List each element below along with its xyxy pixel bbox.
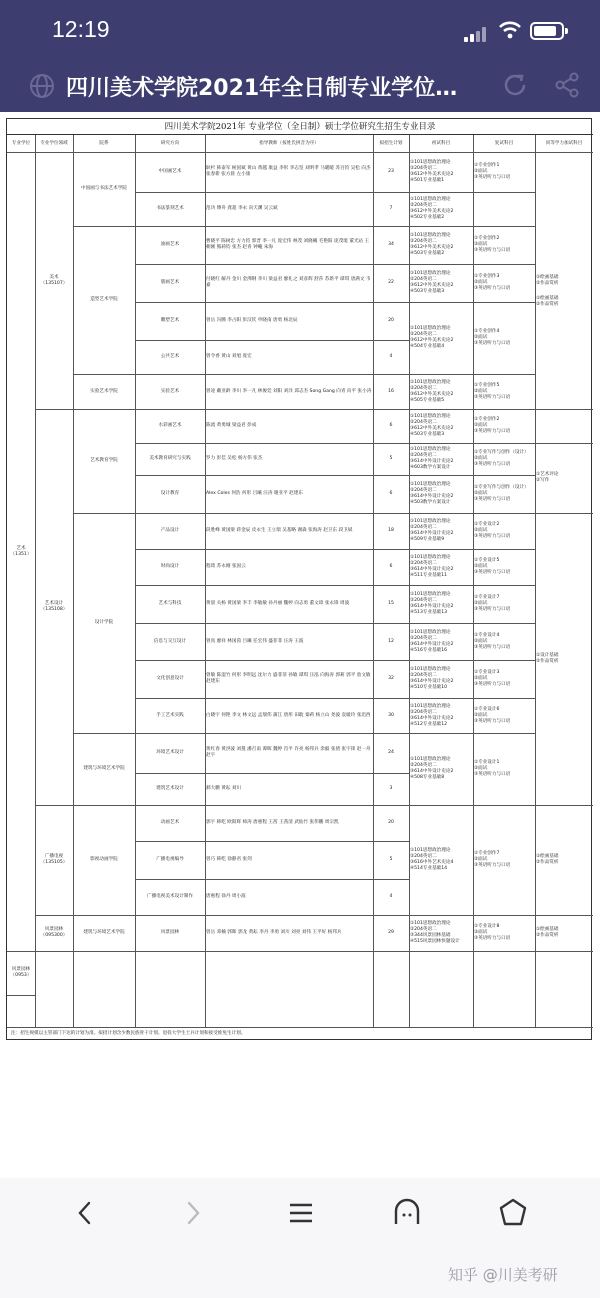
clock: 12:19 — [52, 16, 110, 42]
retest-cell: ①专业创作4 ②面试 ③英语听力与口语 — [474, 329, 511, 346]
tutors-cell: 白晓宇 何艳 李文 林文远 孟瑞伟 蒲江 唐彤 田耽 秦莉 杨立山 尧波 袁媛玲 张迅西 — [206, 712, 371, 718]
dept-cell: 实验艺术学院 — [90, 388, 118, 394]
plan-cell: 3 — [389, 786, 393, 791]
extra-cell: ①绘画基础 ②作品赏析 — [536, 854, 559, 865]
retest-cell: ①专业设计2 ②面试 ③英语听力与口语 — [474, 522, 511, 539]
dept-cell: 造型艺术学院 — [90, 297, 118, 302]
retest-cell: ①专业创作7 ②面试 ③英语听力与口语 — [474, 851, 511, 868]
globe-icon — [28, 72, 56, 100]
exam-cell: ①101思想政治理论 ②204英语二 ③614中外设计史论2 ④510专业基础10 — [410, 667, 454, 690]
extra-cell: ①绘画基础 ②作品赏析 — [536, 296, 559, 307]
exam-cell: ①101思想政治理论 ②204英语二 ③614中外设计史论2 ④511专业基础11 — [410, 555, 454, 578]
column-header: 院系 — [99, 140, 109, 146]
direction-cell: 公共艺术 — [160, 354, 180, 359]
grid-line — [135, 951, 409, 952]
share-icon[interactable] — [552, 70, 582, 100]
battery-icon — [530, 22, 564, 40]
back-icon[interactable] — [68, 1196, 102, 1230]
column-header: 同等学力加试科目 — [545, 140, 583, 146]
status-bar — [0, 0, 600, 62]
signal-icon — [464, 26, 490, 42]
retest-cell: ①专业创作3 ②面试 ③英语听力与口语 — [474, 274, 511, 291]
dept-cell: 建筑与环境艺术学院 — [83, 930, 125, 935]
degree-cell: 风景园林 （0953） — [10, 967, 32, 978]
tutors-cell: 范功 傅舟 龚超 李永 向天渊 吴云斌 — [206, 206, 278, 211]
plan-cell: 7 — [389, 206, 393, 211]
plan-cell: 30 — [388, 712, 394, 718]
plan-cell: 4 — [389, 354, 393, 359]
tutors-cell: Alex Coles 何浩 何彤 吕曦 汪涛 谢亚平 赵建东 — [206, 491, 303, 496]
grid-line — [35, 951, 73, 952]
column-header: 专业学位 — [11, 140, 31, 146]
exam-cell: ①101思想政治理论 ②204英语二 ③344风景园林基础 ④515风景园林快题设计 — [410, 921, 460, 944]
direction-cell: 书法篆刻艺术 — [156, 206, 184, 211]
admission-table — [6, 118, 592, 1040]
retest-cell: ①专业设计6 ②面试 ③英语听力与口语 — [474, 706, 511, 724]
grid-line — [7, 995, 35, 996]
direction-cell: 风景园林 — [160, 930, 180, 935]
exam-cell: ①101思想政治理论 ②204英语二 ③612中外美术史论2 ④503专业基础3 — [410, 271, 454, 294]
tutors-cell: 段胜峰 黄国梁 蒋金辰 皮永生 王立瑞 吴基略 谢森 张海涛 赵卫东 段卫斌 — [206, 528, 353, 533]
plan-cell: 20 — [388, 318, 394, 323]
retest-cell: ①专业创作2 ②面试 ③英语听力与口语 — [474, 417, 511, 434]
direction-cell: 版画艺术 — [160, 280, 180, 285]
retest-cell: ①专业设计8 ②面试 ③英语听力与口语 — [474, 924, 511, 941]
direction-cell: 环境艺术设计 — [156, 750, 184, 755]
direction-cell: 信息与交互设计 — [153, 638, 187, 644]
direction-cell: 建筑艺术设计 — [156, 786, 184, 791]
extra-cell: ①绘画基础 ②作品赏析 — [536, 274, 559, 286]
direction-cell: 实验艺术 — [160, 388, 180, 394]
direction-cell: 产品设计 — [160, 528, 180, 533]
exam-cell: ①101思想政治理论 ②204英语二 ③612中外美术史论2 ④502专业基础2 — [410, 197, 454, 220]
exam-cell: ①101思想政治理论 ②204英语二 ③614中外设计史论2 ④508专业基础8 — [410, 757, 454, 780]
direction-cell: 艺术与科技 — [158, 601, 182, 606]
direction-cell: 广播电视编导 — [156, 857, 184, 862]
direction-cell: 设计教育 — [160, 491, 180, 496]
grid-line — [535, 409, 593, 410]
direction-cell: 水彩画艺术 — [158, 423, 182, 428]
plan-cell: 5 — [389, 857, 393, 862]
direction-cell: 动画艺术 — [160, 820, 180, 825]
exam-cell: ①101思想政治理论 ②204英语二 ③614中外设计史论2 ④512专业基础12 — [410, 703, 454, 727]
tutors-cell: 耿杉 韩泰军 候国斌 黄山 黄越 康益 李彤 李志坚 刘明孝 马暖暖 苏百钧 吴松 向杰 张春新 张方晨 左小康 — [206, 166, 371, 177]
direction-cell: 文化创意设计 — [156, 676, 184, 681]
wifi-icon — [498, 20, 522, 40]
tutors-cell: 曾岳 邓楠 郭晖 郭龙 黄耘 李丹 李勇 刘川 刘亮 刘伟 王平好 杨邦兵 — [206, 930, 342, 935]
grid-line — [535, 951, 593, 952]
direction-cell: 中国画艺术 — [158, 169, 182, 174]
exam-cell: ①101思想政治理论 ②204英语二 ③612中外美术史论2 ④501专业基础1 — [410, 160, 454, 183]
plan-cell: 23 — [388, 169, 394, 174]
field-cell: 艺术设计 （135108） — [40, 601, 68, 612]
field-cell: 美术 （135107） — [40, 274, 68, 286]
browser-title-bar — [0, 62, 600, 112]
retest-cell: ①专业写作与创作（设计） ②面试 ③英语听力与口语 — [474, 450, 529, 467]
retest-cell: ①专业设计1 ②面试 ③英语听力与口语 — [474, 760, 511, 777]
exam-cell: ①101思想政治理论 ②204英语二 ③614中外设计史论2 ④603数学方案设计 — [410, 447, 454, 470]
extra-cell: ①设计基础 ②作品赏析 — [536, 653, 559, 664]
dept-cell: 中国画与书法艺术学院 — [81, 186, 127, 191]
column-header: 研究方向 — [160, 140, 180, 146]
exam-cell: ①101思想政治理论 ②204英语二 ③612中外美术史论2 ④504专业基础4 — [410, 326, 454, 349]
tutors-cell: 罗力 彭佳 吴松 杨方伟 张杰 — [206, 456, 263, 461]
plan-cell: 16 — [388, 388, 394, 394]
direction-cell: 广播电视美术设计制作 — [147, 894, 193, 899]
tutors-cell: 郝大鹏 黄耘 刘川 — [206, 786, 242, 791]
tutors-cell: 曾真 廖祥 林国茵 吕曦 任宏伟 盛菲菲 汪涛 王波 — [206, 638, 304, 644]
field-cell: 风景园林 （095300） — [40, 927, 68, 938]
grid-line — [73, 951, 135, 952]
plan-cell: 6 — [389, 423, 393, 428]
plan-cell: 15 — [388, 601, 394, 606]
plan-cell: 32 — [388, 676, 394, 681]
column-header: 初试科目 — [431, 140, 451, 146]
tutors-cell: 郭宇 韩屹 欧阳辉 师涛 唐惠程 王茜 王茜清 武仙竹 张伟鹏 周宗凯 — [206, 820, 339, 825]
tutors-cell: 黄红春 黄洪波 刘蔓 潘召南 谭晖 魏婷 肖平 许亮 杨邦兵 余毅 张倩 张宇锋 赵一舟 赵宇 — [206, 747, 371, 758]
table-note: 注：招生规模以主管部门下达的计划为准。拟招计划含少数民族骨干计划、退役大学生士兵计划和接受推免生计划。 — [11, 1031, 246, 1036]
tutors-cell: 曾途 戴亚龄 李川 李一凡 林俊廷 刘阳 刘洋 邱志杰 Song Gang 向青 向平 张小涛 — [206, 388, 372, 394]
retest-cell: ①专业设计4 ②面试 ③英语听力与口语 — [474, 632, 511, 650]
exam-cell: ①101思想政治理论 ②204英语二 ③612中外美术史论2 ④503专业基础2 — [410, 233, 454, 256]
reload-icon[interactable] — [500, 70, 530, 100]
field-cell: 广播电视 （135105） — [40, 854, 68, 865]
document-viewer[interactable] — [0, 112, 600, 1178]
plan-cell: 20 — [388, 820, 394, 825]
degree-cell: 艺术 （1351） — [10, 545, 32, 557]
column-header: 指导教师（按姓氏拼音为序） — [259, 140, 319, 146]
exam-cell: ①101思想政治理论 ②204英语二 ③612中外美术史论2 ④505专业基础5 — [410, 379, 454, 403]
tutors-cell: 曾巧 韩屹 徐静君 张剑 — [206, 857, 252, 862]
table-title: 四川美术学院2021年 专业学位（全日制）硕士学位研究生招生专业目录 — [7, 119, 593, 135]
plan-cell: 24 — [388, 750, 394, 755]
tabs-icon[interactable] — [496, 1196, 530, 1230]
direction-cell: 油画艺术 — [160, 242, 180, 247]
plan-cell: 5 — [389, 456, 393, 461]
exam-cell: ①101思想政治理论 ②204英语二 ③614中外设计史论2 ④503数学方案设计 — [410, 482, 454, 505]
exam-cell: ①101思想政治理论 ②204英语二 ③614中外设计史论2 ④513专业基础13 — [410, 592, 454, 615]
retest-cell: ①专业设计7 ②面试 ③英语听力与口语 — [474, 595, 511, 612]
plan-cell: 34 — [388, 242, 394, 247]
tutors-cell: 程琦 苏永刚 张国云 — [206, 564, 246, 569]
column-header: 复试科目 — [494, 140, 514, 146]
retest-cell: ①专业设计5 ②面试 ③英语听力与口语 — [474, 558, 511, 575]
tutors-cell: 付晓红 解丹 金川 金沸钢 李川 梁益君 廖礼之 刘彦辉 舒莎 苏新平 谭琪 唐满文 韦嘉 — [206, 277, 371, 288]
retest-cell: ①专业写作与创作（设计） ②面试 ③英语听力与口语 — [474, 485, 529, 502]
exam-cell: ①101思想政治理论 ②204英语二 ③616中外艺术史论4 ④514专业基础14 — [410, 848, 454, 871]
menu-icon[interactable] — [284, 1196, 318, 1230]
extra-cell: ①绘画基础 ②作品赏析 — [536, 927, 559, 938]
grid-line — [7, 1027, 593, 1028]
tutors-cell: 陈流 黄勇城 梁益君 彭成 — [206, 423, 257, 428]
dept-cell: 艺术教育学院 — [90, 458, 118, 463]
plan-cell: 22 — [388, 280, 394, 285]
plan-cell: 6 — [389, 564, 393, 569]
plan-cell: 18 — [388, 528, 394, 533]
retest-cell: ①专业创作2 ②面试 ③英语听力与口语 — [474, 236, 511, 253]
extra-cell: ①艺术评论 ②写作 — [536, 472, 559, 483]
direction-cell: 美术教育研究与实践 — [149, 456, 191, 461]
forward-icon[interactable] — [176, 1196, 210, 1230]
retest-cell: ①专业设计3 ②面试 ③英语听力与口语 — [474, 670, 511, 687]
exam-cell: ①101思想政治理论 ②204英语二 ③614中外设计史论2 ④516专业基础16 — [410, 629, 454, 653]
tutors-cell: 黄晨 关杨 黄国梁 李丰 李敏敏 孙丹丽 魏婷 向志勇 董文璋 张永锋 周波 — [206, 601, 350, 606]
grid-line — [409, 951, 535, 952]
direction-cell: 手工艺术实践 — [156, 712, 184, 718]
tutors-cell: 曹晓平 陈树忠 方力钧 郭晋 李一凡 庞宏伟 林茂 刘晓曦 毛艳阳 庞茂琨 董光站 王朝刚 熊莉钧 张杰 赵青 钟飚 朱海 — [206, 239, 370, 250]
exam-cell: ①101思想政治理论 ②204英语二 ③614中外设计史论2 ④509专业基础9 — [410, 519, 454, 542]
tutors-cell: 曾令香 黄山 刘旭 庞宏 — [206, 354, 252, 359]
retest-cell: ①专业创作1 ②面试 ③英语听力与口语 — [474, 163, 511, 180]
tutors-cell: 曾敏 陈湿竹 何彤 李明远 沈尔力 盛菲菲 孙敏 谭琪 汪泓 向海涛 郭莉 郭平 詹文敏 赵建东 — [206, 673, 371, 684]
home-icon[interactable] — [390, 1196, 424, 1230]
tutors-cell: 曾岳 冯腾 李占阳 彭汉钦 申晓南 唐勇 杨北辰 — [206, 318, 298, 323]
plan-cell: 6 — [389, 491, 393, 496]
retest-cell: ①专业创作5 ②面试 ③英语听力与口语 — [474, 382, 511, 400]
plan-cell: 4 — [389, 894, 393, 899]
column-header: 专业学位领域 — [40, 140, 68, 146]
tutors-cell: 唐惠程 徐丹 周小波 — [206, 894, 246, 899]
plan-cell: 29 — [388, 930, 394, 935]
direction-cell: 时尚设计 — [160, 564, 180, 569]
exam-cell: ①101思想政治理论 ②204英语二 ③612中外美术史论2 ④503专业基础3 — [410, 414, 454, 437]
column-header: 拟招生计划 — [379, 140, 403, 146]
direction-cell: 雕塑艺术 — [160, 318, 180, 323]
dept-cell: 影视动画学院 — [90, 857, 118, 862]
bottom-nav-bar — [0, 1178, 600, 1298]
watermark: 知乎 @川美考研 — [448, 1266, 558, 1284]
retest-cell — [474, 192, 534, 226]
dept-cell: 建筑与环境艺术学院 — [83, 766, 125, 771]
page-title: 四川美术学院2021年全日制专业学位… — [66, 76, 458, 101]
dept-cell: 设计学院 — [94, 620, 114, 625]
plan-cell: 12 — [388, 638, 394, 644]
